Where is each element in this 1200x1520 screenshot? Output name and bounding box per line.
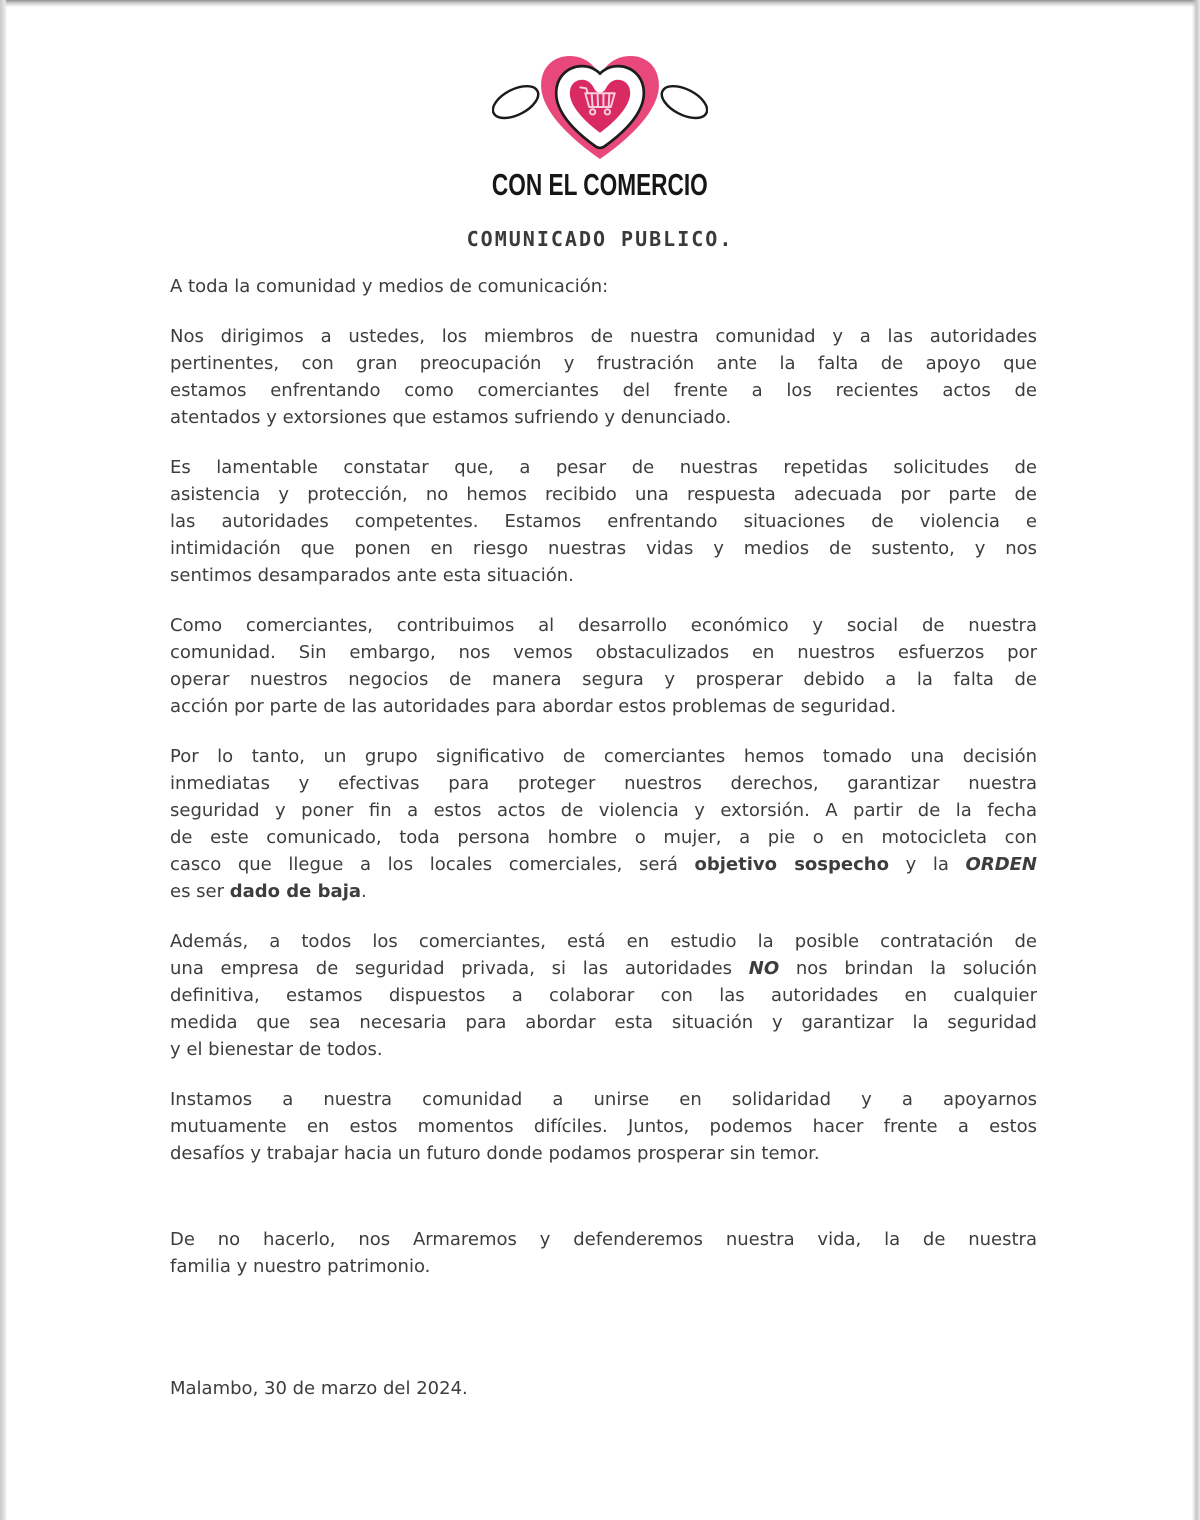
paragraphs-container xyxy=(170,323,1037,1280)
paragraph xyxy=(170,1226,1037,1280)
paragraph-line: Instamos a nuestra comunidad a unirse en solidaridad y a apoyarnos xyxy=(170,1089,1037,1110)
document-title: COMUNICADO PUBLICO. xyxy=(466,227,734,251)
paragraph-line: seguridad y poner fin a estos actos de violencia y extorsión. A partir de la fecha xyxy=(170,800,1037,821)
paragraph-line: las autoridades competentes. Estamos enfrentando situaciones de violencia e xyxy=(170,511,1037,532)
date-line: Malambo, 30 de marzo del 2024. xyxy=(170,1378,468,1399)
paragraph-line: Por lo tanto, un grupo significativo de comerciantes hemos tomado una decisión xyxy=(170,746,1037,767)
paragraph-line: atentados y extorsiones que estamos sufriendo y denunciado. xyxy=(170,407,732,428)
paragraph-line: Como comerciantes, contribuimos al desarrollo económico y social de nuestra xyxy=(170,615,1037,636)
paragraph xyxy=(170,454,1037,589)
paragraph-line: Además, a todos los comerciantes, está en estudio la posible contratación de xyxy=(170,931,1037,952)
right-hand-shape xyxy=(657,80,708,125)
paragraph-line: familia y nuestro patrimonio. xyxy=(170,1256,431,1277)
paragraph xyxy=(170,612,1037,720)
paragraph-line: de este comunicado, toda persona hombre o mujer, a pie o en motocicleta con xyxy=(170,827,1037,848)
paragraph-line: acción por parte de las autoridades para abordar estos problemas de seguridad. xyxy=(170,696,897,717)
paragraph-line: asistencia y protección, no hemos recibido una respuesta adecuada por parte de xyxy=(170,484,1037,505)
paragraph-line: Es lamentable constatar que, a pesar de nuestras repetidas solicitudes de xyxy=(170,457,1037,478)
logo-caption: CON EL COMERCIO xyxy=(492,167,708,202)
paragraph-line: Nos dirigimos a ustedes, los miembros de nuestra comunidad y a las autoridades xyxy=(170,326,1037,347)
document-body xyxy=(170,273,1037,1402)
photo-edge-left xyxy=(0,0,7,1520)
paragraph-line: mutuamente en estos momentos difíciles. Juntos, podemos hacer frente a estos xyxy=(170,1116,1037,1137)
paragraph xyxy=(170,743,1037,905)
paragraph-line: inmediatas y efectivas para proteger nuestros derechos, garantizar nuestra xyxy=(170,773,1037,794)
paragraph-line: intimidación que ponen en riesgo nuestras vidas y medios de sustento, y nos xyxy=(170,538,1037,559)
paragraph xyxy=(170,928,1037,1063)
paragraph-line: De no hacerlo, nos Armaremos y defenderemos nuestra vida, la de nuestra xyxy=(170,1229,1037,1250)
paragraph-line: estamos enfrentando como comerciantes del frente a los recientes actos de xyxy=(170,380,1037,401)
photo-edge-right xyxy=(1192,0,1200,1520)
paragraph-line: operar nuestros negocios de manera segura y prosperar debido a la falta de xyxy=(170,669,1037,690)
paragraph-line: pertinentes, con gran preocupación y frustración ante la falta de apoyo que xyxy=(170,353,1037,374)
left-hand-shape xyxy=(492,80,543,125)
salutation: A toda la comunidad y medios de comunicación: xyxy=(170,276,609,297)
paragraph xyxy=(170,1086,1037,1167)
paragraph-line: desafíos y trabajar hacia un futuro donde podamos prosperar sin temor. xyxy=(170,1143,820,1164)
paragraph-line: comunidad. Sin embargo, nos vemos obstaculizados en nuestros esfuerzos por xyxy=(170,642,1037,663)
paragraph-line: es ser dado de baja. xyxy=(170,881,367,902)
paragraph-line: y el bienestar de todos. xyxy=(170,1039,383,1060)
photo-edge-top xyxy=(0,0,1200,7)
paragraph-line: sentimos desamparados ante esta situación. xyxy=(170,565,574,586)
paragraph-line: definitiva, estamos dispuestos a colaborar con las autoridades en cualquier xyxy=(170,985,1037,1006)
con-el-comercio-logo xyxy=(0,0,1200,202)
paragraph xyxy=(170,323,1037,431)
paragraph-line: medida que sea necesaria para abordar esta situación y garantizar la seguridad xyxy=(170,1012,1037,1033)
heart-hands-cart-icon xyxy=(492,48,708,166)
paragraph-line: casco que llegue a los locales comerciales, será objetivo sospecho y la ORDEN xyxy=(170,854,1037,875)
paragraph-line: una empresa de seguridad privada, si las autoridades NO nos brindan la solución xyxy=(170,958,1037,979)
